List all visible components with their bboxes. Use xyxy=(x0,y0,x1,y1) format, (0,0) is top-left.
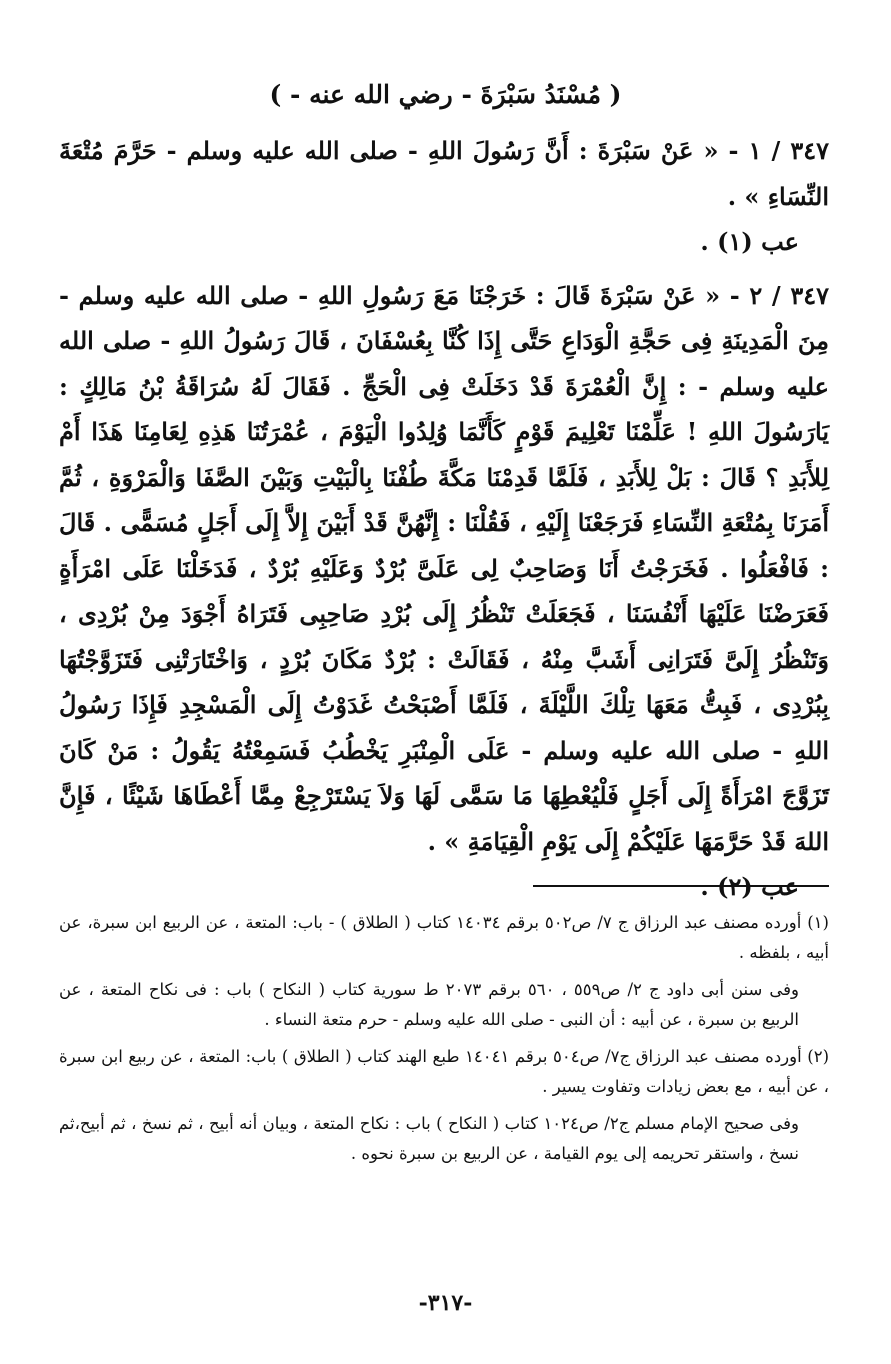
footnotes xyxy=(59,908,829,1168)
main-text xyxy=(59,128,829,910)
footnote-2: (٢) أورده مصنف عبد الرزاق ج٧/ ص٥٠٤ برقم ١٤٠٤١ طبع الهند كتاب ( الطلاق ) باب: المتعة ، عن ربيع ابن سبرة ، عن أبيه ، مع بعض زيادات وتفاوت يسير . xyxy=(59,1047,829,1096)
hadith-2-source: عب (٢) . xyxy=(700,872,799,901)
hadith-1-source: عب (١) . xyxy=(700,227,799,256)
footnote-1-continuation: وفى سنن أبى داود ج ٢/ ص٥٥٩ ، ٥٦٠ برقم ٢٠٧٣ ط سورية كتاب ( النكاح ) باب : فى نكاح المتعة ، عن الربيع بن سبرة ، عن أبيه : أن النبى - صلى الله عليه وسلم - حرم متعة النساء . xyxy=(59,980,799,1029)
hadith-2-text: ٣٤٧ / ٢ - « عَنْ سَبْرَةَ قَالَ : خَرَجْنَا مَعَ رَسُولِ اللهِ - صلى الله عليه وسلم - مِنَ الْمَدِينَةِ فِى حَجَّةِ الْوَدَاعِ حَتَّى إِذَا كُنَّا بِعُسْفَانَ ، قَالَ رَسُولُ اللهِ - صلى الله عليه وسلم - : إِنَّ الْعُمْرَةَ قَدْ دَخَلَتْ فِى الْحَجِّ . فَقَالَ لَهُ سُرَاقَةُ بْنُ مَالِكٍ : يَارَسُولَ اللهِ ! عَلِّمْنَا تَعْلِيمَ قَوْمٍ كَأَنَّمَا وُلِدُوا الْيَوْمَ ، عُمْرَتُنَا هَذِهِ لِعَامِنَا هَذَا أَمْ لِلأَبَدِ ؟ قَالَ : بَلْ لِلأَبَدِ ، فَلَمَّا قَدِمْنَا مَكَّةَ طُفْنَا بِالْبَيْتِ وَبَيْنَ الصَّفَا وَالْمَرْوَةِ ، ثُمَّ أَمَرَنَا بِمُتْعَةِ النِّسَاءِ فَرَجَعْنَا إِلَيْهِ ، فَقُلْنَا : إِنَّهُنَّ قَدْ أَبَيْنَ إِلاَّ إِلَى أَجَلٍ مُسَمًّى . قَالَ : فَافْعَلُوا . فَخَرَجْتُ أَنَا وَصَاحِبٌ لِى عَلَىَّ بُرْدٌ وَعَلَيْهِ بُرْدٌ ، فَدَخَلْنَا عَلَى امْرَأَةٍ فَعَرَضْنَا عَلَيْهَا أَنْفُسَنَا ، فَجَعَلَتْ تَنْظُرُ إِلَى بُرْدِ صَاحِبِى فَتَرَاهُ أَجْوَدَ مِنْ بُرْدِى ، وَتَنْظُرُ إِلَىَّ فَتَرَانِى أَشَبَّ مِنْهُ ، فَقَالَتْ : بُرْدٌ مَكَانَ بُرْدٍ ، وَاخْتَارَتْنِى فَتَزَوَّجْتُهَا بِبُرْدِى ، فَبِتُّ مَعَهَا تِلْكَ اللَّيْلَةَ ، فَلَمَّا أَصْبَحْتُ غَدَوْتُ إِلَى الْمَسْجِدِ فَإِذَا رَسُولُ اللهِ - صلى الله عليه وسلم - عَلَى الْمِنْبَرِ يَخْطُبُ فَسَمِعْتُهُ يَقُولُ : مَنْ كَانَ تَزَوَّجَ امْرَأَةً إِلَى أَجَلٍ فَلْيُعْطِهَا مَا سَمَّى لَهَا وَلاَ يَسْتَرْجِعْ مِمَّا أَعْطَاهَا شَيْئًا ، فَإِنَّ اللهَ قَدْ حَرَّمَهَا عَلَيْكُمْ إِلَى يَوْمِ الْقِيَامَةِ » . xyxy=(59,280,830,856)
section-heading: ( مُسْنَدُ سَبْرَةَ - رضي الله عنه - ) xyxy=(269,80,622,109)
footnote-divider xyxy=(533,885,829,887)
footnote-2-continuation: وفى صحيح الإمام مسلم ج٢/ ص١٠٢٤ كتاب ( النكاح ) باب : نكاح المتعة ، وبيان أنه أبيح ، ثم نسخ ، ثم أبيح،ثم نسخ ، واستقر تحريمه إلى يوم القيامة ، عن الربيع بن سبرة نحوه . xyxy=(59,1114,799,1163)
page-number: -٣١٧- xyxy=(418,1290,473,1316)
hadith-1-text: ٣٤٧ / ١ - « عَنْ سَبْرَةَ : أَنَّ رَسُولَ اللهِ - صلى الله عليه وسلم - حَرَّمَ مُتْعَةَ النِّسَاءِ » . xyxy=(59,136,829,211)
footnote-1: (١) أورده مصنف عبد الرزاق ج ٧/ ص٥٠٢ برقم ١٤٠٣٤ كتاب ( الطلاق ) - باب: المتعة ، عن الربيع ابن سبرة، عن أبيه ، بلفظه . xyxy=(59,913,829,962)
